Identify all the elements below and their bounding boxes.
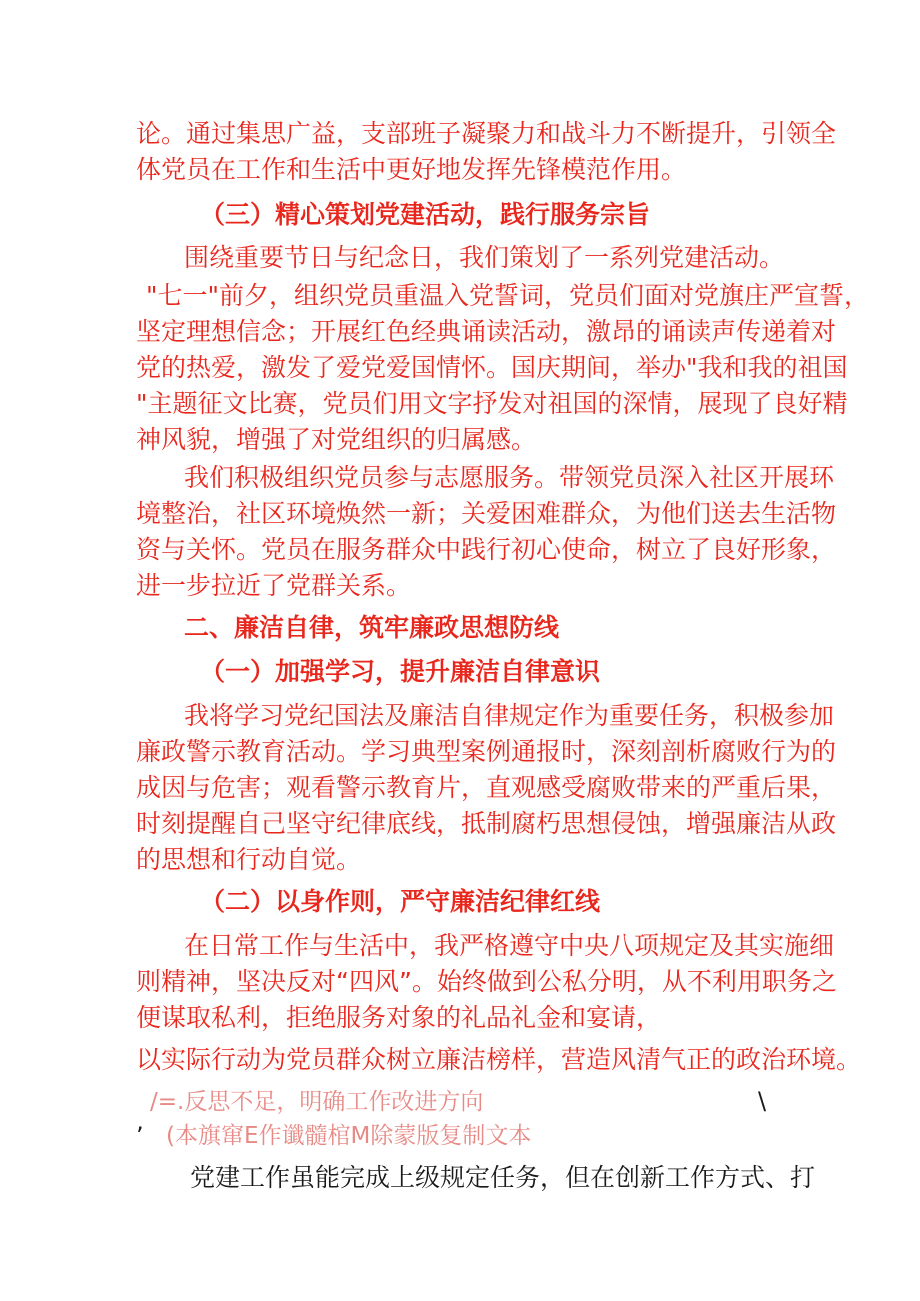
paragraph-line: "主题征文比赛，党员们用文字抒发对祖国的深情，展现了良好精 bbox=[136, 389, 848, 418]
paragraph-line: 进一步拉近了党群关系。 bbox=[136, 571, 412, 600]
paragraph-line: 我们积极组织党员参与志愿服务。带领党员深入社区开展环 bbox=[184, 463, 835, 492]
paragraph-line: 的思想和行动自觉。 bbox=[136, 845, 362, 874]
paragraph-line: 神风貌，增强了对党组织的归属感。 bbox=[136, 425, 537, 454]
backslash-mark: \ bbox=[758, 1087, 767, 1115]
text-line: 论。通过集思广益，支部班子凝聚力和战斗力不断提升，引领全 bbox=[136, 119, 837, 148]
paragraph-line: 资与关怀。党员在服务群众中践行初心使命，树立了良好形象， bbox=[136, 535, 837, 564]
section-heading-3: （三）精心策划党建活动，践行服务宗旨 bbox=[200, 200, 651, 229]
paragraph-line: 则精神，坚决反对“四风”。始终做到公私分明，从不利用职务之 bbox=[136, 967, 837, 996]
faded-heading: /=.反思不足，明确工作改进方向 bbox=[150, 1089, 484, 1115]
paragraph-line: 党的热爱，激发了爱党爱国情怀。国庆期间，举办"我和我的祖国 bbox=[136, 353, 848, 382]
section-heading-2: 二、廉洁自律，筑牢廉政思想防线 bbox=[184, 613, 560, 642]
paragraph-line: 境整治，社区环境焕然一新；关爱困难群众，为他们送去生活物 bbox=[136, 499, 837, 528]
paragraph-line: 我将学习党纪国法及廉洁自律规定作为重要任务，积极参加 bbox=[184, 701, 835, 730]
paragraph-line: 以实际行动为党员群众树立廉洁榜样，营造风清气正的政治环境。 bbox=[136, 1045, 862, 1074]
paragraph-line: 党建工作虽能完成上级规定任务，但在创新工作方式、打 bbox=[190, 1163, 816, 1192]
garbled-line: (本旗窜E作谶髓棺M除蒙版复制文本 bbox=[166, 1123, 532, 1149]
paragraph-line: 廉政警示教育活动。学习典型案例通报时，深刻剖析腐败行为的 bbox=[136, 737, 837, 766]
paragraph-line: 坚定理想信念；开展红色经典诵读活动，激昂的诵读声传递着对 bbox=[136, 317, 837, 346]
paragraph-line: 在日常工作与生活中，我严格遵守中央八项规定及其实施细 bbox=[184, 931, 835, 960]
paragraph-line: "七一"前夕，组织党员重温入党誓词，党员们面对党旗庄严宣誓， bbox=[146, 281, 870, 310]
paragraph-line: 时刻提醒自己坚守纪律底线，抵制腐朽思想侵蚀，增强廉洁从政 bbox=[136, 809, 837, 838]
apostrophe-mark: ’ bbox=[136, 1122, 144, 1150]
text-line: 体党员在工作和生活中更好地发挥先锋模范作用。 bbox=[136, 155, 687, 184]
paragraph-line: 成因与危害；观看警示教育片，直观感受腐败带来的严重后果， bbox=[136, 773, 837, 802]
paragraph-line: 围绕重要节日与纪念日，我们策划了一系列党建活动。 bbox=[184, 243, 785, 272]
subsection-heading-2: （二）以身作则，严守廉洁纪律红线 bbox=[200, 887, 601, 916]
subsection-heading-1: （一）加强学习，提升廉洁自律意识 bbox=[200, 657, 601, 686]
paragraph-line: 便谋取私利，拒绝服务对象的礼品礼金和宴请， bbox=[136, 1003, 662, 1032]
